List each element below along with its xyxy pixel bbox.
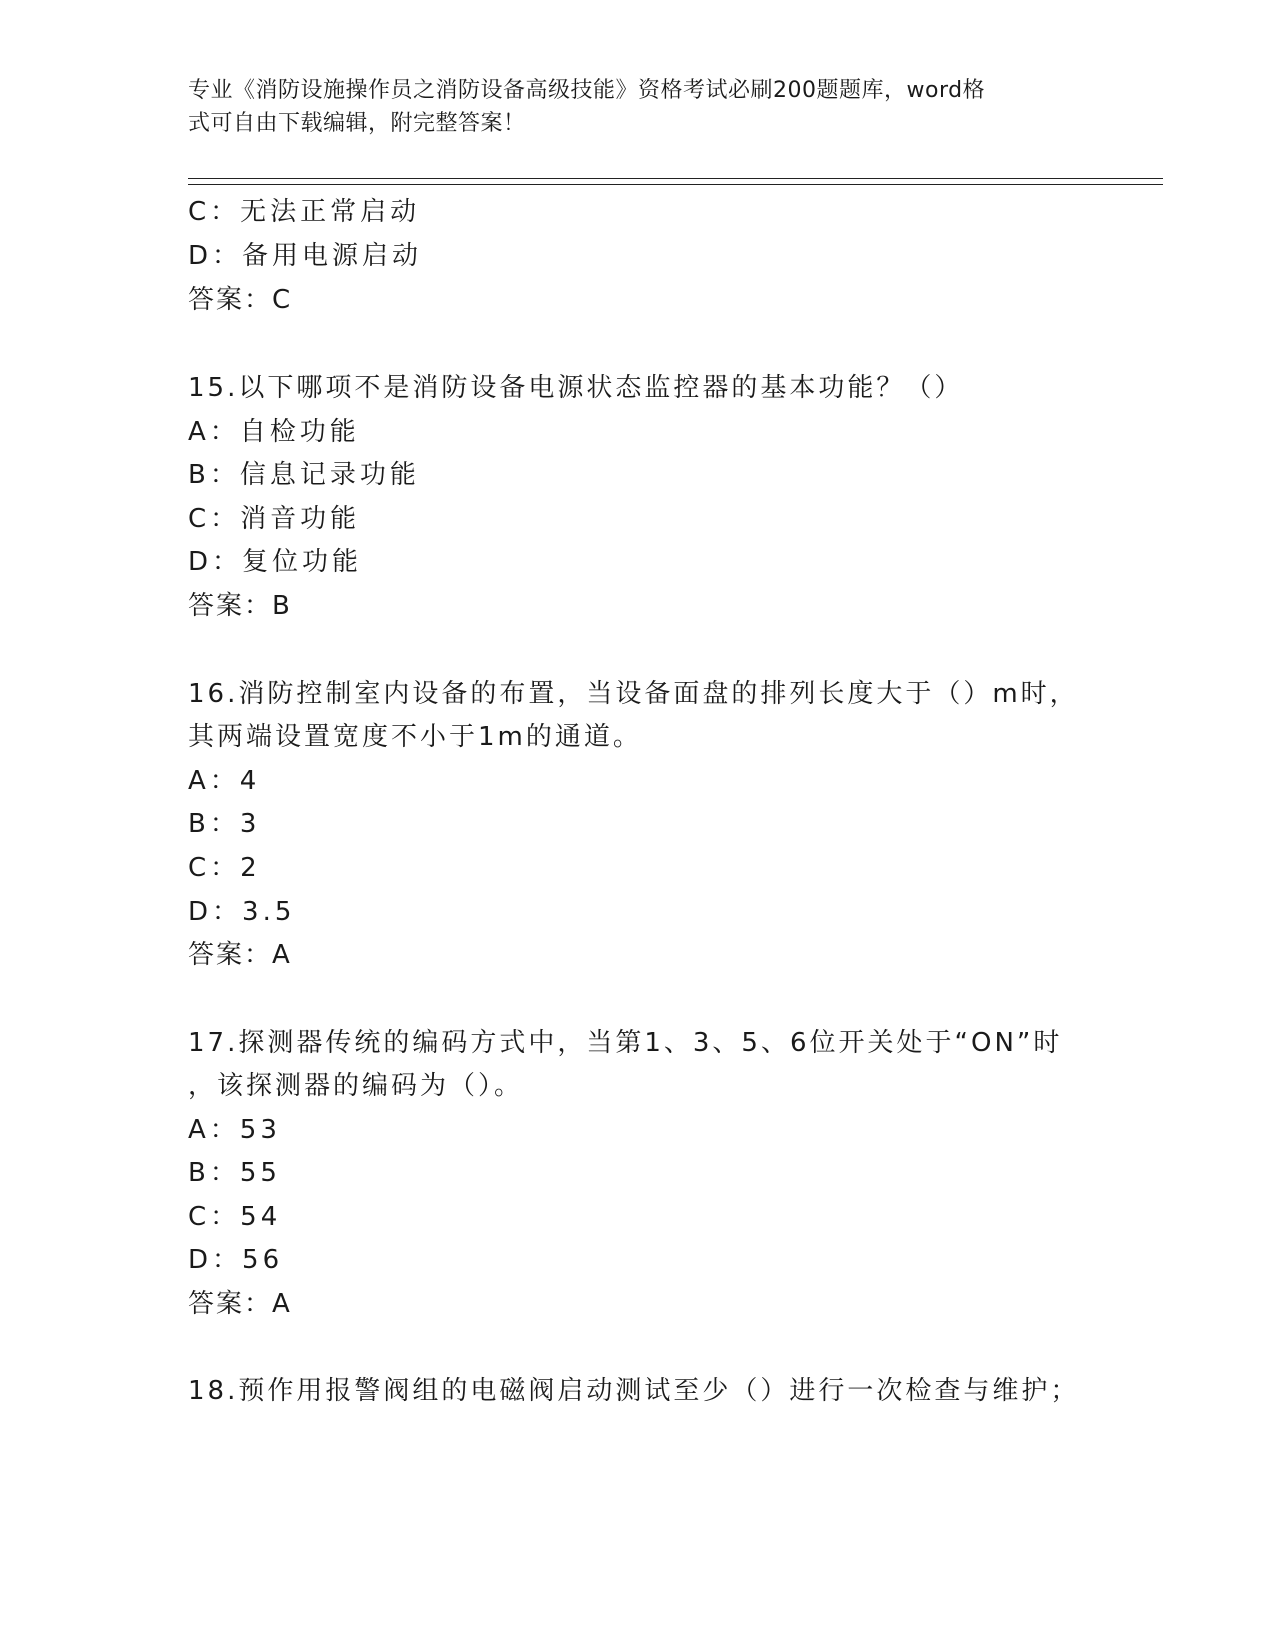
question-17: 17.探测器传统的编码方式中，当第1、3、5、6位开关处于“ON”时 — [188, 1028, 1063, 1058]
answer-line: 答案：C — [188, 285, 293, 315]
header-line-1: 专业《消防设施操作员之消防设备高级技能》资格考试必刷200题题库，word格 — [188, 78, 986, 103]
option-c: C：54 — [188, 1202, 282, 1232]
header-line-2: 式可自由下载编辑，附完整答案！ — [188, 111, 526, 136]
option-a: A：53 — [188, 1115, 281, 1145]
option-b: B：55 — [188, 1158, 281, 1188]
header-divider-bottom — [188, 184, 1163, 185]
option-b: B：信息记录功能 — [188, 460, 420, 490]
answer-line: 答案：A — [188, 940, 292, 970]
option-c: C：2 — [188, 853, 261, 883]
answer-line: 答案：A — [188, 1289, 292, 1319]
option-d: D：3.5 — [188, 897, 296, 927]
option-a: A：自检功能 — [188, 417, 360, 447]
option-b: B：3 — [188, 809, 261, 839]
option-c: C：无法正常启动 — [188, 197, 421, 227]
option-d: D：56 — [188, 1245, 284, 1275]
option-d: D：备用电源启动 — [188, 241, 423, 271]
question-15: 15.以下哪项不是消防设备电源状态监控器的基本功能？（） — [188, 373, 964, 403]
header-divider-top — [188, 178, 1163, 179]
question-18: 18.预作用报警阀组的电磁阀启动测试至少（）进行一次检查与维护； — [188, 1376, 1080, 1406]
answer-line: 答案：B — [188, 591, 292, 621]
option-d: D：复位功能 — [188, 547, 363, 577]
document-header — [188, 74, 1088, 140]
option-c: C：消音功能 — [188, 504, 361, 534]
question-16-continued: 其两端设置宽度不小于1m的通道。 — [188, 722, 642, 752]
question-17-continued: ，该探测器的编码为（）。 — [188, 1071, 524, 1101]
option-a: A：4 — [188, 766, 261, 796]
question-16: 16.消防控制室内设备的布置，当设备面盘的排列长度大于（）m时， — [188, 679, 1079, 709]
